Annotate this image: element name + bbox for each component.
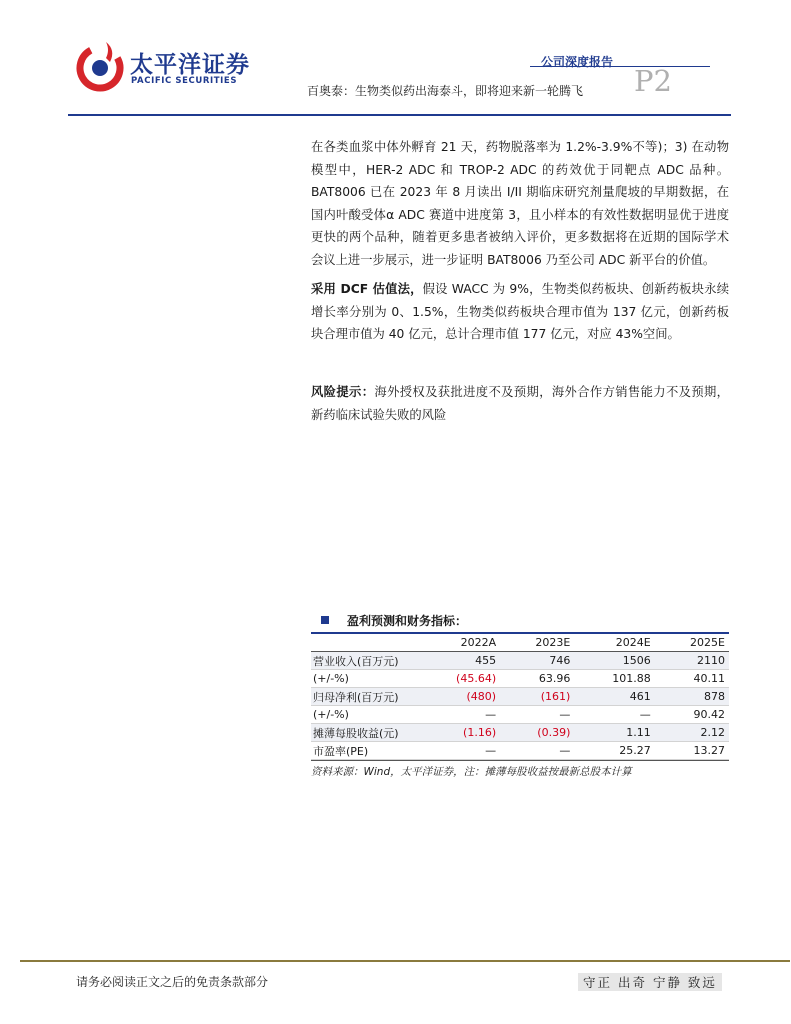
- cell: —: [500, 706, 574, 724]
- cell: 746: [500, 652, 574, 670]
- report-title: 百奥泰：生物类似药出海泰斗，即将迎来新一轮腾飞: [307, 84, 584, 98]
- risk-lead: 风险提示：: [311, 385, 375, 399]
- financial-forecast-section: [311, 610, 729, 779]
- table-title: 盈利预测和财务指标：: [347, 614, 468, 628]
- table-header-row: [311, 634, 729, 652]
- pacific-logo-icon: [76, 40, 128, 92]
- cell: —: [417, 742, 500, 760]
- row-label: 归母净利(百万元): [311, 688, 417, 706]
- report-type: 公司深度报告: [541, 55, 614, 69]
- cell: 90.42: [655, 706, 729, 724]
- cell: 101.88: [574, 670, 654, 688]
- company-name-en: PACIFIC SECURITIES: [131, 76, 238, 86]
- row-label: (+/-%): [311, 706, 417, 724]
- financial-table: [311, 634, 729, 760]
- cell: 13.27: [655, 742, 729, 760]
- table-row: [311, 652, 729, 670]
- cell: 455: [417, 652, 500, 670]
- paragraph-risk: [311, 381, 729, 426]
- company-name-cn: 太平洋证券: [130, 52, 250, 78]
- cell: —: [574, 706, 654, 724]
- cell: (45.64): [417, 670, 500, 688]
- square-bullet-icon: [321, 616, 329, 624]
- cell: (1.16): [417, 724, 500, 742]
- risk-text: 海外授权及获批进度不及预期，海外合作方销售能力不及预期，新药临床试验失败的风险: [311, 385, 729, 422]
- year-2024e: 2024E: [574, 634, 654, 652]
- table-row: [311, 688, 729, 706]
- row-label: 摊薄每股收益(元): [311, 724, 417, 742]
- year-2022a: 2022A: [417, 634, 500, 652]
- company-logo: [76, 40, 276, 96]
- valuation-lead: 采用 DCF 估值法，: [311, 282, 423, 296]
- cell: (161): [500, 688, 574, 706]
- cell: (480): [417, 688, 500, 706]
- cell: 2110: [655, 652, 729, 670]
- cell: 25.27: [574, 742, 654, 760]
- cell: 1506: [574, 652, 654, 670]
- cell: 2.12: [655, 724, 729, 742]
- paragraph-valuation: [311, 278, 729, 346]
- footer-motto: 守正 出奇 宁静 致远: [578, 973, 722, 991]
- table-row: [311, 724, 729, 742]
- row-label: 营业收入(百万元): [311, 652, 417, 670]
- cell: 1.11: [574, 724, 654, 742]
- cell: (0.39): [500, 724, 574, 742]
- table-heading: [311, 610, 729, 630]
- footer-disclaimer: 请务必阅读正文之后的免责条款部分: [76, 975, 269, 989]
- table-row: [311, 742, 729, 760]
- table-source-note: 资料来源：Wind，太平洋证券，注：摊薄每股收益按最新总股本计算: [311, 766, 632, 778]
- year-2023e: 2023E: [500, 634, 574, 652]
- paragraph-adc-platform: 在各类血浆中体外孵育 21 天，药物脱落率为 1.2%-3.9%不等)；3) 在动物模型中，HER-2 ADC 和 TROP-2 ADC 的药效优于同靶点 ADC 品种。BAT8006 已在 2023 年 8 月读出 I/II 期临床研究剂量爬坡的早期数据，在国内叶酸受体α ADC 赛道中进度第 3，且小样本的有效性数据明显优于进度更快的两个品种，随着更多患者被纳入评价，更多数据将在近期的国际学术会议上进一步展示，进一步证明 BAT8006 乃至公司 ADC 新平台的价值。: [311, 140, 729, 267]
- cell: 878: [655, 688, 729, 706]
- footer-divider: [20, 960, 790, 962]
- year-2025e: 2025E: [655, 634, 729, 652]
- table-bottom-rule: [311, 760, 729, 761]
- cell: 461: [574, 688, 654, 706]
- header-cell-empty: [311, 634, 417, 652]
- cell: —: [417, 706, 500, 724]
- table-row: [311, 670, 729, 688]
- table-row: [311, 706, 729, 724]
- row-label: (+/-%): [311, 670, 417, 688]
- row-label: 市盈率(PE): [311, 742, 417, 760]
- page-number: P2: [634, 64, 672, 98]
- cell: 40.11: [655, 670, 729, 688]
- header-divider: [68, 114, 731, 116]
- cell: 63.96: [500, 670, 574, 688]
- cell: —: [500, 742, 574, 760]
- valuation-text: 假设 WACC 为 9%，生物类似药板块、创新药板块永续增长率分别为 0、1.5%，生物类似药板块合理市值为 137 亿元，创新药板块合理市值为 40 亿元，总计合理市值 177 亿元，对应 43%空间。: [311, 282, 729, 341]
